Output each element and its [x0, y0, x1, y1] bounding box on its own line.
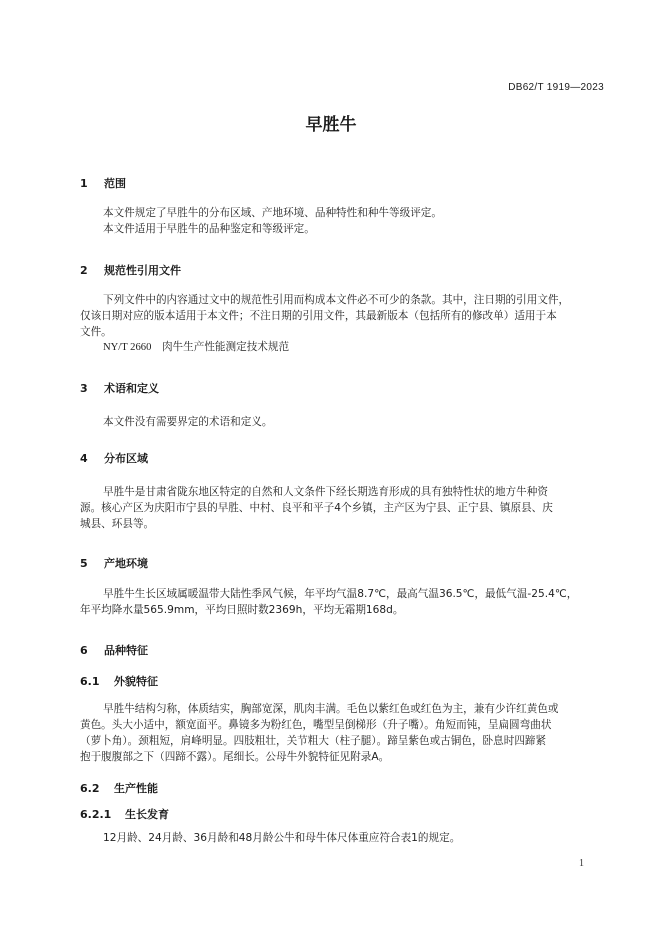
document-title: 早胜牛 [305, 115, 357, 135]
section-2-heading: 2 规范性引用文件 [80, 264, 181, 277]
subsection-6-2-heading: 6.2 生产性能 [80, 782, 158, 795]
subsection-6-1-body: 早胜牛结构匀称，体质结实，胸部宽深，肌肉丰满。毛色以紫红色或红色为主，兼有少许红黄色或 黄色。头大小适中，额宽面平。鼻镜多为粉红色，嘴型呈倒梯形（升子嘴）。角短而钝，呈扁圆弯曲状 （萝卜角）。颈粗短，肩峰明显。四肢粗壮，关节粗大（柱子腿）。蹄呈紫色或古铜色，卧息时四蹄紧 抱于腹腹部之下（四蹄不露）。尾细长。公母牛外貌特征见附录A。 [80, 703, 559, 763]
section-5-body: 早胜牛生长区域属暖温带大陆性季风气候，年平均气温8.7℃，最高气温36.5℃，最低气温-25.4℃， 年平均降水量565.9mm，平均日照时数2369h，平均无霜期168d。 [80, 588, 578, 616]
page-number: 1 [579, 858, 584, 869]
subsection-6-1-heading: 6.1 外貌特征 [80, 675, 158, 688]
section-4-body: 早胜牛是甘肃省陇东地区特定的自然和人文条件下经长期选育形成的具有独特性状的地方牛种资 源。核心产区为庆阳市宁县的早胜、中村、良平和平子4个乡镇，主产区为宁县、正宁县、镇原县、庆 城县、环县等。 [80, 486, 553, 530]
section-2-body: 下列文件中的内容通过文中的规范性引用而构成本文件必不可少的条款。其中，注日期的引用文件， 仅该日期对应的版本适用于本文件；不注日期的引用文件，其最新版本（包括所有的修改单）适用于本 文件。 NY/T 2660 肉牛生产性能测定技术规范 [80, 294, 570, 353]
section-3-heading: 3 术语和定义 [80, 382, 159, 395]
subsection-6-2-1-body: 12月龄、24月龄、36月龄和48月龄公牛和母牛体尺体重应符合表1的规定。 [103, 832, 461, 844]
section-5-heading: 5 产地环境 [80, 557, 148, 570]
subsection-6-2-1-heading: 6.2.1 生长发育 [80, 808, 169, 821]
standard-code: DB62/T 1919—2023 [508, 82, 604, 93]
section-1-heading: 1 范围 [80, 177, 126, 190]
section-1-body: 本文件规定了早胜牛的分布区域、产地环境、品种特性和种牛等级评定。 本文件适用于早胜牛的品种鉴定和等级评定。 [103, 207, 442, 235]
section-3-body: 本文件没有需要界定的术语和定义。 [103, 416, 273, 428]
section-6-heading: 6 品种特征 [80, 644, 148, 657]
section-4-heading: 4 分布区域 [80, 452, 148, 465]
